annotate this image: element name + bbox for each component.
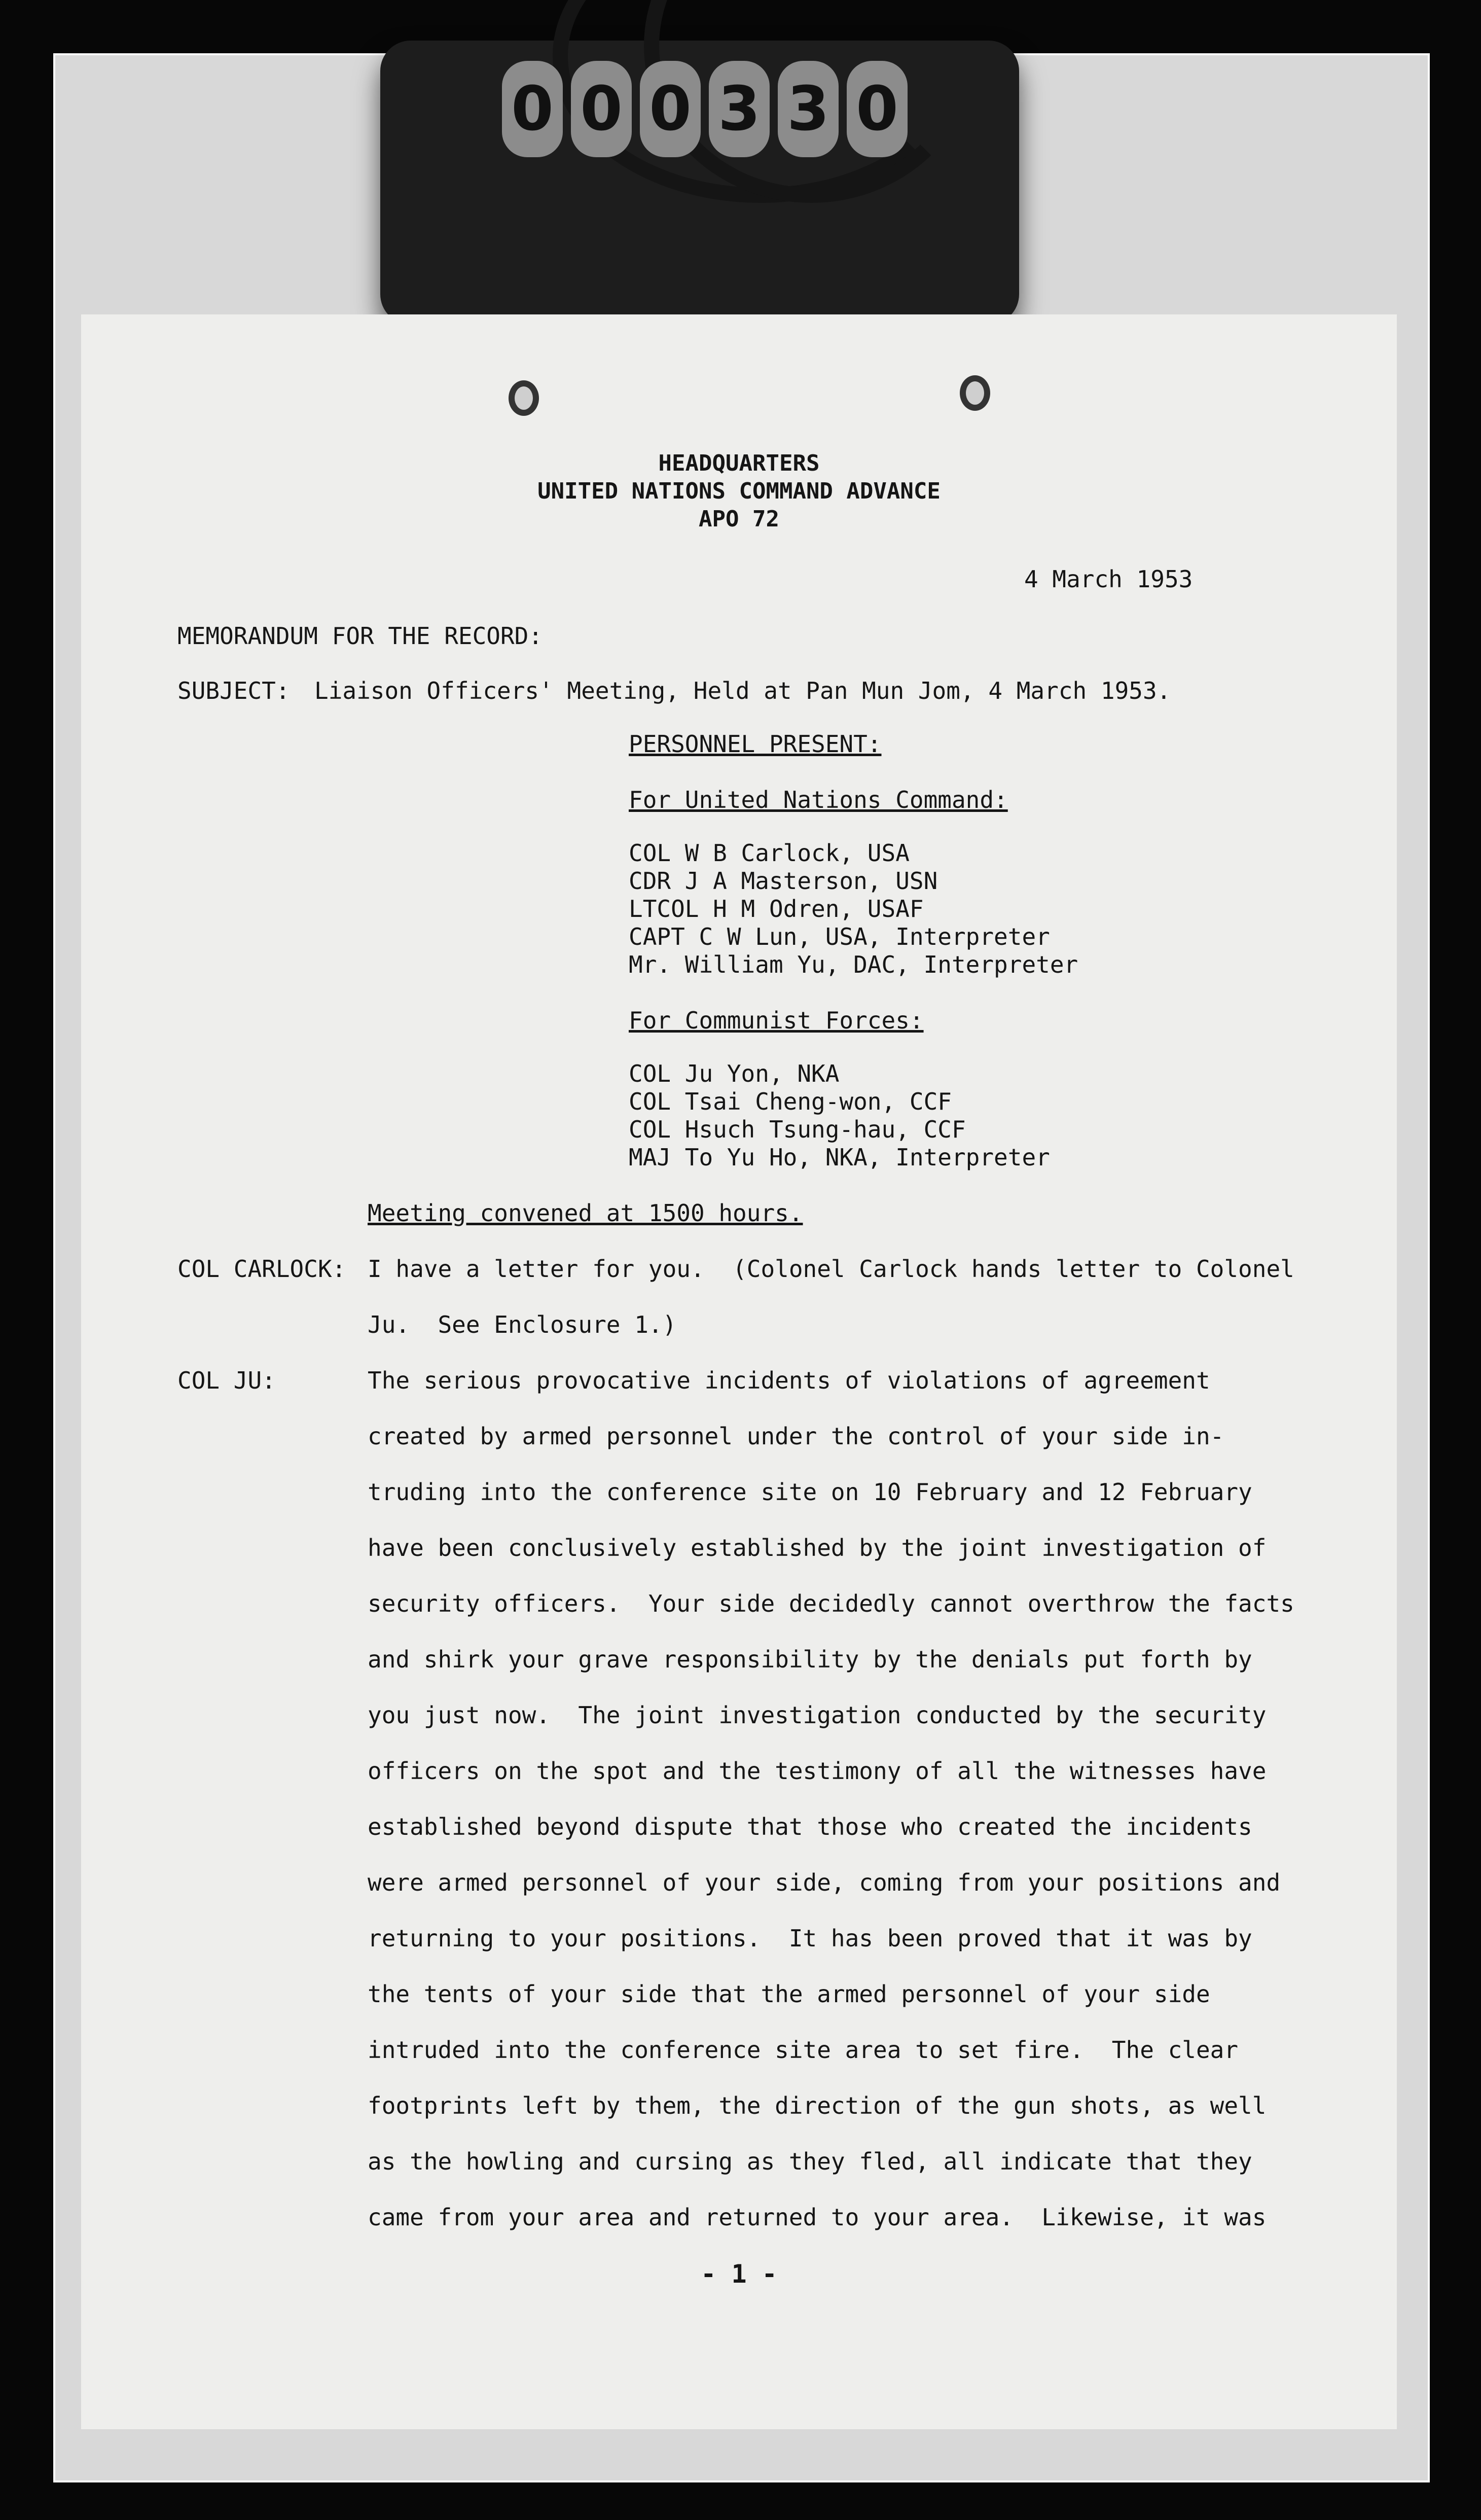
personnel-heading: PERSONNEL PRESENT:: [629, 730, 882, 758]
communist-member: MAJ To Yu Ho, NKA, Interpreter: [629, 1144, 1050, 1171]
counter-digit: 0: [847, 61, 908, 157]
subject-text: Liaison Officers' Meeting, Held at Pan Mun Jom, 4 March 1953.: [314, 677, 1171, 704]
statement-line: the tents of your side that the armed personnel of your side: [368, 1980, 1210, 2008]
un-command-heading: For United Nations Command:: [629, 786, 1008, 813]
speaker-label: COL CARLOCK:: [177, 1255, 346, 1283]
page-number: - 1 -: [701, 2259, 777, 2289]
subject-label: SUBJECT:: [177, 677, 290, 704]
document-date: 4 March 1953: [1024, 565, 1193, 593]
communist-member: COL Ju Yon, NKA: [629, 1060, 840, 1087]
statement-line: have been conclusively established by the joint investigation of: [368, 1534, 1267, 1561]
un-member: Mr. William Yu, DAC, Interpreter: [629, 951, 1078, 978]
counter-digits: [502, 61, 908, 157]
letterhead-line-2: UNITED NATIONS COMMAND ADVANCE: [537, 478, 941, 504]
counter-digit: 0: [571, 61, 632, 157]
memo-title: MEMORANDUM FOR THE RECORD:: [177, 622, 543, 650]
un-member: CDR J A Masterson, USN: [629, 867, 938, 895]
statement-line: established beyond dispute that those who created the incidents: [368, 1813, 1252, 1840]
communist-member: COL Hsuch Tsung-hau, CCF: [629, 1116, 966, 1143]
statement-line: were armed personnel of your side, coming from your positions and: [368, 1869, 1281, 1896]
document-page: [81, 314, 1397, 2429]
statement-line: I have a letter for you. (Colonel Carlock hands letter to Colonel: [368, 1255, 1294, 1283]
statement-line: The serious provocative incidents of violations of agreement: [368, 1367, 1210, 1394]
statement-line: officers on the spot and the testimony of all the witnesses have: [368, 1757, 1267, 1785]
communist-forces-heading: For Communist Forces:: [629, 1007, 924, 1034]
statement-line: as the howling and cursing as they fled, all indicate that they: [368, 2148, 1252, 2175]
counter-digit: 0: [640, 61, 701, 157]
punch-hole: [509, 380, 539, 416]
un-member: LTCOL H M Odren, USAF: [629, 895, 924, 922]
meeting-convened-note: Meeting convened at 1500 hours.: [368, 1199, 803, 1227]
statement-line: came from your area and returned to your area. Likewise, it was: [368, 2204, 1267, 2231]
letterhead-line-3: APO 72: [699, 506, 779, 532]
letterhead-line-1: HEADQUARTERS: [658, 450, 820, 476]
un-member: COL W B Carlock, USA: [629, 839, 910, 867]
statement-line: you just now. The joint investigation conducted by the security: [368, 1701, 1267, 1729]
punch-hole: [960, 375, 990, 411]
statement-line: created by armed personnel under the control of your side in-: [368, 1423, 1224, 1450]
frame-counter: [380, 41, 1019, 325]
statement-line: footprints left by them, the direction of the gun shots, as well: [368, 2092, 1267, 2119]
statement-line: intruded into the conference site area to set fire. The clear: [368, 2036, 1239, 2064]
statement-line: Ju. See Enclosure 1.): [368, 1311, 677, 1338]
un-member: CAPT C W Lun, USA, Interpreter: [629, 923, 1050, 950]
statement-line: and shirk your grave responsibility by the denials put forth by: [368, 1646, 1252, 1673]
statement-line: security officers. Your side decidedly cannot overthrow the facts: [368, 1590, 1294, 1617]
statement-line: returning to your positions. It has been proved that it was by: [368, 1925, 1252, 1952]
communist-member: COL Tsai Cheng-won, CCF: [629, 1088, 952, 1115]
counter-digit: 0: [502, 61, 563, 157]
speaker-label: COL JU:: [177, 1367, 276, 1394]
counter-digit: 3: [778, 61, 839, 157]
statement-line: truding into the conference site on 10 February and 12 February: [368, 1478, 1252, 1506]
counter-digit: 3: [709, 61, 770, 157]
